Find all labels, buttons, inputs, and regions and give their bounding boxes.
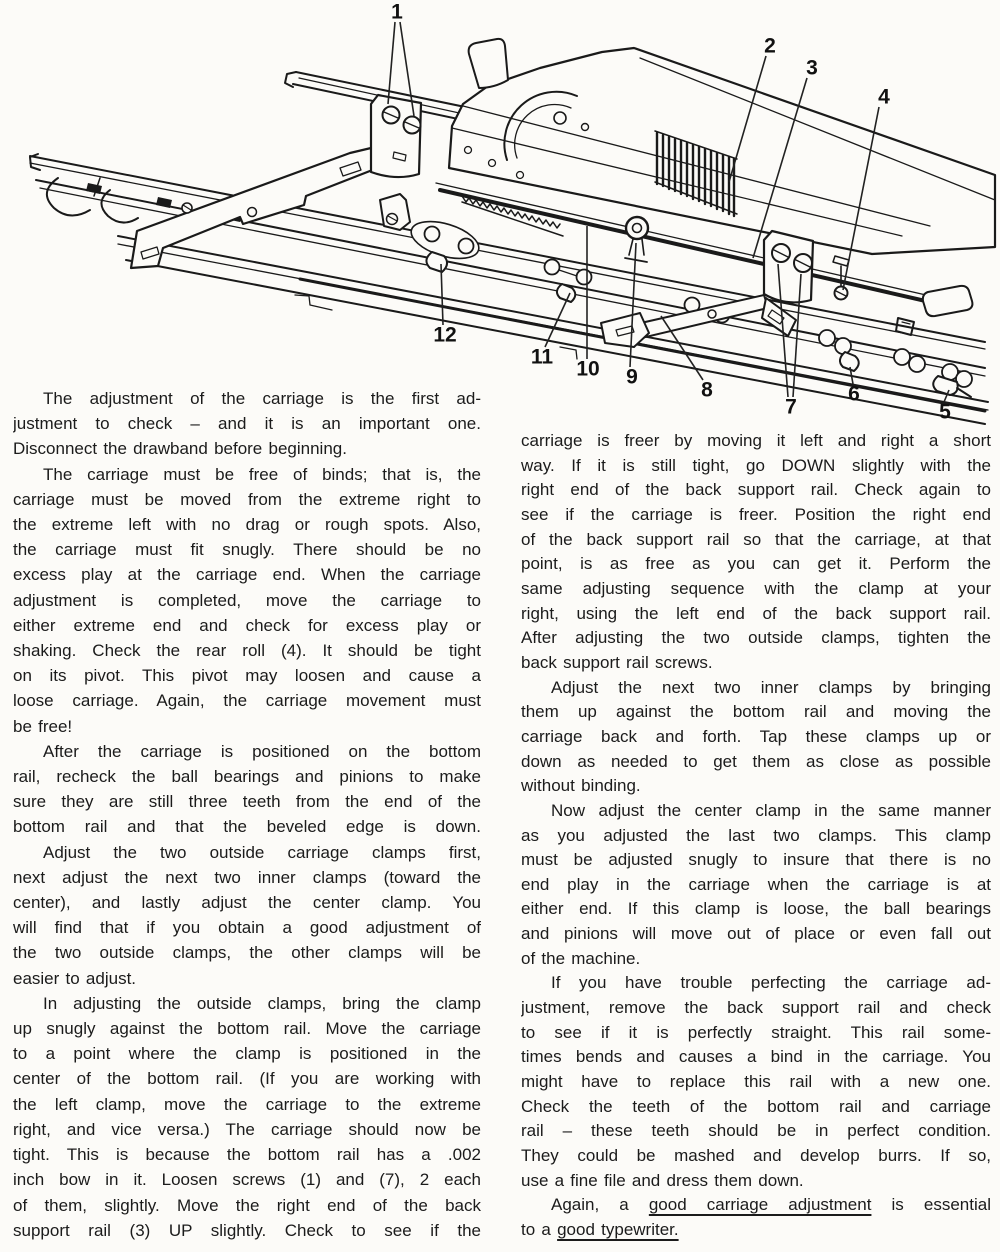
text-line [521,799,991,824]
text-segment: to see if it is perfectly straight. This rail some- [521,1022,991,1042]
text-line [521,552,991,577]
carriage-diagram-svg [0,0,1000,430]
text-line [13,1066,481,1091]
paper-release-lever [469,39,508,88]
text-segment: might have to replace this rail with a new one. [521,1072,991,1092]
text-segment: without binding. [521,776,641,796]
text-segment: bottom rail and that the beveled edge is down. [13,817,481,837]
text-line [521,676,991,701]
text-line [521,1119,991,1144]
text-segment: next adjust the next two inner clamps (toward the [13,867,481,887]
text-line [13,588,481,613]
text-line [13,487,481,512]
text-segment: Now adjust the center clamp in the same manner [551,800,991,820]
text-segment: Again, a [551,1195,649,1215]
figure-callout-3: 3 [806,56,818,80]
text-line [13,562,481,587]
text-line [13,1041,481,1066]
paragraph [13,462,481,739]
text-segment: tight. This is because the bottom rail has a .002 [13,1145,481,1165]
text-segment: up snugly against the bottom rail. Move the carriage [13,1019,481,1039]
column-right [521,429,991,1243]
text-line [521,1070,991,1095]
text-segment: loose carriage. Again, the carriage movement must [13,691,481,711]
paragraph [13,739,481,840]
text-line [521,774,991,799]
text-segment: inch bow in it. Loosen screws (1) and (7), 2 each [13,1170,481,1190]
text-line [13,991,481,1016]
text-line [521,922,991,947]
text-line [521,1095,991,1120]
text-line [13,789,481,814]
carriage-clamp-12 [426,252,447,272]
text-line [521,700,991,725]
text-segment: Adjust the two outside carriage clamps first, [43,842,481,862]
text-segment: to a [521,1220,558,1239]
figure-callout-11: 11 [530,345,554,369]
text-segment: justment to check – and it is an important one. [13,414,481,434]
text-segment: center), and lastly adjust the center clamp. You [13,893,481,913]
text-line [13,739,481,764]
figure-callout-6: 6 [848,382,860,406]
text-line [13,688,481,713]
text-segment: carriage is freer by moving it left and right a short [521,431,991,450]
text-line [521,873,991,898]
text-line [521,1021,991,1046]
text-line [13,411,481,436]
text-line [521,478,991,503]
text-line [13,663,481,688]
figure-callout-4: 4 [878,85,890,109]
paragraph [521,1193,991,1242]
text-segment: Check the teeth of the bottom rail and carriage [521,1096,991,1116]
text-segment: as you adjusted the last two clamps. This clamp [521,825,991,845]
text-line [13,915,481,940]
text-line [13,1142,481,1167]
text-line [521,897,991,922]
text-line [521,528,991,553]
text-line [13,840,481,865]
text-line [521,626,991,651]
text-segment: the two outside clamps, the other clamps will be [13,943,481,963]
carriage-clamp-6 [840,352,859,371]
text-line [13,1092,481,1117]
text-line [13,436,481,461]
text-segment: of them, slightly. Move the right end of the back [13,1195,481,1215]
paragraph [521,799,991,972]
typewriter-body [449,39,995,254]
text-segment: to a point where the clamp is positioned in the [13,1044,481,1064]
text-segment: The adjustment of the carriage is the first ad- [43,389,481,408]
text-line [13,638,481,663]
text-segment: is essential [871,1195,991,1215]
text-segment: times bends and causes a bind in the carriage. You [521,1047,991,1067]
text-segment: rail – these teeth should be in perfect condition. [521,1121,991,1141]
text-line [521,1169,991,1194]
figure-callout-1: 1 [391,0,403,24]
paragraph [521,429,991,676]
text-line [521,1193,991,1218]
text-line [521,1218,991,1243]
text-segment: easier to adjust. [13,968,137,988]
text-segment: be free! [13,716,73,736]
text-segment: and pinions will move out of place or even fall out [521,924,991,944]
figure-callout-9: 9 [626,365,638,389]
text-line [521,947,991,972]
callout-leader-line [441,264,443,325]
text-line [521,503,991,528]
text-line [13,512,481,537]
figure-callout-12: 12 [433,323,457,347]
text-segment: excess play at the carriage end. When the carriage [13,565,481,585]
text-segment: After the carriage is positioned on the bottom [43,741,481,761]
text-line [521,996,991,1021]
text-line [13,1193,481,1218]
figure-callout-7: 7 [785,395,797,419]
right-rail-bracket [762,231,813,336]
text-segment: the extreme left with no drag or rough spots. Also, [13,515,481,535]
text-line [13,1218,481,1243]
paragraph [521,676,991,799]
text-segment: rail, recheck the ball bearings and pinions to make [13,767,481,787]
text-line [13,966,481,991]
text-line [521,824,991,849]
text-segment: must be adjusted snugly to insure that there is no [521,850,991,870]
text-segment: right, using the left end of the back support rail. [521,603,991,623]
text-segment: on its pivot. This pivot may loosen and cause a [13,666,481,686]
text-segment: adjustment is completed, move the carriage to [13,590,481,610]
text-segment: carriage must be moved from the extreme right to [13,489,481,509]
text-line [521,1045,991,1070]
figure-callout-10: 10 [576,357,600,381]
text-segment: either extreme end and check for excess play or [13,615,481,635]
text-line [13,613,481,638]
text-line [521,725,991,750]
text-segment: carriage back and forth. Tap these clamps up or [521,726,991,746]
text-line [521,1144,991,1169]
text-line [521,848,991,873]
text-segment: They could be mashed and develop burrs. If so, [521,1146,991,1166]
text-line [521,429,991,454]
text-line [13,940,481,965]
paragraph [13,991,481,1243]
text-segment: of the machine. [521,948,641,968]
text-line [13,462,481,487]
text-line [13,537,481,562]
figure-callout-5: 5 [939,400,951,424]
text-line [13,714,481,739]
text-segment: use a fine file and dress them down. [521,1170,804,1190]
text-segment: justment, remove the back support rail and check [521,998,991,1018]
text-line [13,1016,481,1041]
text-segment: shaking. Check the rear roll (4). It should be tight [13,641,481,661]
text-segment: right, and vice versa.) The carriage should now be [13,1119,481,1139]
left-clamp-arm [131,148,375,268]
text-line [13,764,481,789]
column-left [13,386,481,1243]
text-segment: The carriage must be free of binds; that is, the [43,464,481,484]
text-line [521,651,991,676]
text-line [13,1167,481,1192]
text-segment: If you have trouble perfecting the carriage ad- [551,973,991,993]
text-segment: the carriage must fit snugly. There should be no [13,540,481,560]
callout-leader-line [545,293,570,347]
text-segment: right end of the back support rail. Check again to [521,480,991,500]
text-segment: sure they are still three teeth from the end of the [13,792,481,812]
paragraph [13,840,481,991]
text-segment: In adjusting the outside clamps, bring the clamp [43,993,481,1013]
text-line [521,602,991,627]
text-segment: will find that if you obtain a good adjustment of [13,918,481,938]
text-segment: point, is as free as you can get it. Perform the [521,554,991,574]
text-segment: either end. If this clamp is loose, the ball bearings [521,899,991,919]
text-line [13,814,481,839]
text-line [13,890,481,915]
text-segment: see if the carriage is freer. Position the right end [521,504,991,524]
paragraph [13,386,481,462]
paragraph [521,971,991,1193]
text-line [521,454,991,479]
text-segment: Disconnect the drawband before beginning. [13,439,347,459]
text-line [521,971,991,996]
text-line [521,750,991,775]
text-segment: back support rail screws. [521,652,713,672]
text-segment: same adjusting sequence with the clamp at your [521,578,991,598]
text-segment: end play in the carriage when the carriage is at [521,874,991,894]
drawband-eyelet [625,217,648,262]
text-line [13,865,481,890]
underlined-text: good typewriter. [557,1220,679,1239]
figure-callout-8: 8 [701,378,713,402]
text-segment: After adjusting the two outside clamps, tighten the [521,628,991,648]
text-segment: support rail (3) UP slightly. Check to see if the [13,1220,481,1240]
text-segment: way. If it is still tight, go DOWN slightly with the [521,455,991,475]
text-segment: Adjust the next two inner clamps by bringing [551,677,991,697]
text-line [13,386,481,411]
text-segment: center of the bottom rail. (If you are working with [13,1069,481,1089]
carriage-diagram [0,0,1000,430]
text-line [521,577,991,602]
figure-callout-2: 2 [764,34,776,58]
text-segment: the left clamp, move the carriage to the extreme [13,1094,481,1114]
rear-roll-screw [833,256,849,300]
text-segment: of the back support rail so that the carriage, at that [521,529,991,549]
text-segment: down as needed to get them as close as possible [521,751,991,771]
text-line [13,1117,481,1142]
underlined-text: good carriage adjustment [648,1195,872,1215]
mid-left-bracket [380,194,410,230]
text-segment: them up against the bottom rail and moving the [521,702,991,722]
